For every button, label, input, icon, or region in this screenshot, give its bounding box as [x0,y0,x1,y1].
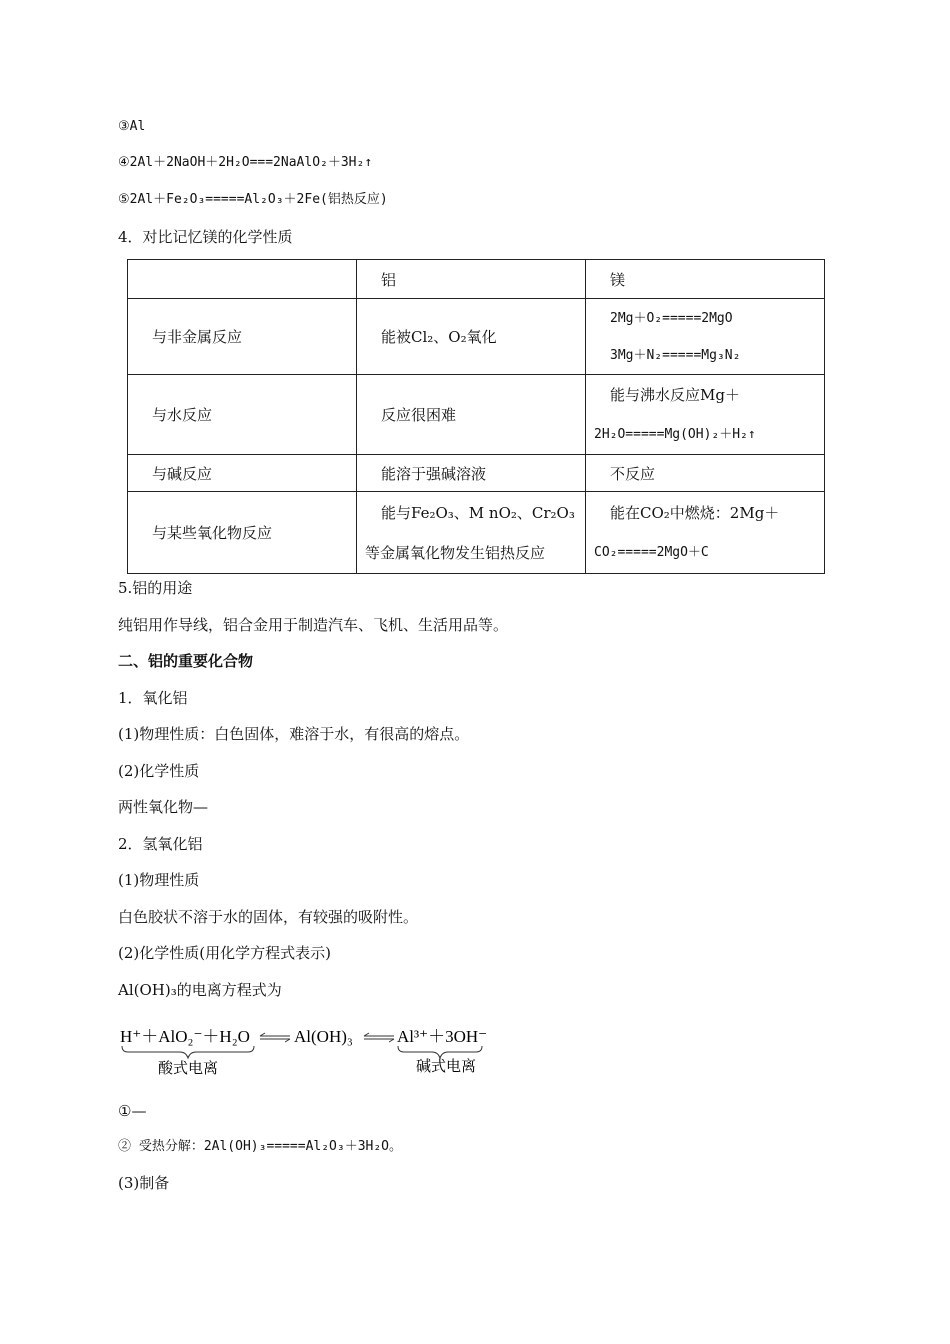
paragraph: 两性氧化物— [118,798,209,816]
table-cell: 能溶于强碱溶液 [357,455,586,492]
table-row [128,492,825,574]
equation-line: ④2Al＋2NaOH＋2H₂O===2NaAlO₂＋3H₂↑ [118,155,373,170]
table-cell [586,492,825,574]
paragraph: (3)制备 [118,1174,170,1192]
cell-line: 能在CO₂中燃烧：2Mg＋ [610,503,780,522]
section-heading: 5.铝的用途 [118,579,193,597]
table-row [128,455,825,492]
table-cell: 镁 [586,260,825,299]
equation-middle: Al(OH)₃ [294,1027,353,1046]
table-cell: 铝 [357,260,586,299]
table-cell: 能被Cl₂、O₂氧化 [357,299,586,375]
table-cell [586,299,825,375]
paragraph: Al(OH)₃的电离方程式为 [118,981,282,999]
section-heading: 4．对比记忆镁的化学性质 [118,228,293,246]
cell-line: 等金属氧化物发生铝热反应 [365,543,546,562]
cell-line: 能与Fe₂O₃、M nO₂、Cr₂O₃ [381,503,575,522]
equation-left: H⁺＋AlO₂⁻＋H₂O [120,1027,250,1046]
paragraph: (1)物理性质：白色固体，难溶于水，有很高的熔点。 [118,725,470,743]
table-cell: 与水反应 [128,375,357,455]
brace-icon [122,1046,254,1058]
table-cell: 与碱反应 [128,455,357,492]
acid-label: 酸式电离 [158,1061,219,1077]
paragraph: (2)化学性质 [118,762,200,780]
paragraph: 白色胶状不溶于水的固体，有较强的吸附性。 [118,908,419,926]
table-row [128,375,825,455]
text-line: ③Al [118,119,146,134]
paragraph: ①— [118,1102,147,1120]
table-cell: 与非金属反应 [128,299,357,375]
cell-line: 2H₂O=====Mg(OH)₂＋H₂↑ [594,426,756,442]
paragraph: (2)化学性质(用化学方程式表示) [118,944,331,962]
table-cell [586,375,825,455]
section-title: 二、铝的重要化合物 [118,652,254,670]
section-heading: 2．氢氧化铝 [118,835,203,853]
comparison-table [127,259,825,574]
brace-icon [398,1046,482,1058]
table-cell: 不反应 [586,455,825,492]
cell-line: CO₂=====2MgO＋C [594,544,709,560]
table-row [128,260,825,299]
paragraph: 纯铝用作导线，铝合金用于制造汽车、飞机、生活用品等。 [118,616,509,634]
cell-line: 3Mg＋N₂=====Mg₃N₂ [610,347,741,363]
base-label: 碱式电离 [416,1059,477,1075]
section-heading: 1．氧化铝 [118,689,188,707]
equation-right: Al³⁺＋3OH⁻ [397,1027,488,1046]
table-cell: 与某些氧化物反应 [128,492,357,574]
table-row [128,299,825,375]
paragraph: (1)物理性质 [118,871,200,889]
ionization-equation [118,1020,508,1080]
equation-line: ⑤2Al＋Fe₂O₃=====Al₂O₃＋2Fe(铝热反应) [118,192,388,207]
table-cell: 反应很困难 [357,375,586,455]
cell-line: 能与沸水反应Mg＋ [610,385,740,404]
equation-line: ② 受热分解：2Al(OH)₃=====Al₂O₃＋3H₂O。 [118,1139,403,1154]
table-cell [357,492,586,574]
table-cell [128,260,357,299]
cell-line: 2Mg＋O₂=====2MgO [610,310,733,326]
